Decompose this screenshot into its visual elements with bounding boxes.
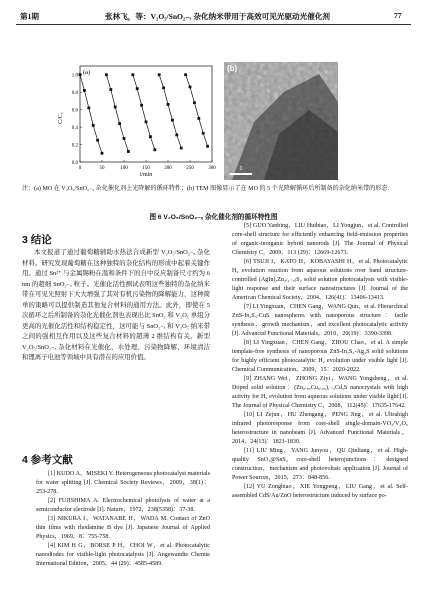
- y-axis-label: C/C₀: [58, 112, 64, 124]
- cycle-3-point: [149, 135, 152, 138]
- header-title: 张林飞，等：V₂O₅/SnO₂₋ₓ 杂化纳米带用于高效可见光驱动光催化剂: [105, 12, 331, 21]
- cycle-2-point: [127, 150, 130, 153]
- x-tick-label: 100: [120, 166, 128, 171]
- figure-6b-tem-image: [224, 62, 338, 180]
- cycle-4-point: [175, 134, 178, 137]
- reference-item: [5] GUO Yanbing，LIU Huibiao，LI Yongjun，et al. Controlled core-shell structure for efficiently enhancing field-emission properties of organic-inorganic hybrid nanorods [J]. The Journal of Physical Chemistry C，2009，113 (29)：12669-12673.: [232, 223, 408, 256]
- cycle-3-point: [131, 73, 134, 76]
- cycle-1-point: [79, 73, 82, 76]
- y-tick-label: 0.2: [71, 143, 78, 149]
- y-tick-label: 0.6: [71, 108, 78, 114]
- cycle-4-point: [167, 103, 170, 106]
- cycle-3-point: [153, 148, 156, 151]
- reference-item: [4] KIM H G，BORSE P H，CHOI W，et al. Photocatalytic nanodiodes for visible-light photocatalysis [J]. Angewandte Chemie International Edition，2005，44 (29)：4585-4589.: [36, 543, 210, 567]
- cycle-4-point: [171, 119, 174, 122]
- x-tick-labels: [79, 160, 217, 171]
- running-header: [0, 0, 427, 22]
- reference-item: [1] KUDO A，MISEKI Y. Heterogeneous photocatalyst materials for water splitting [J]. Chemical Society Reviews，2009，38(1)：253-278.: [36, 471, 210, 495]
- conclusion-paragraph: 本文报道了通过葡萄糖辅助水热法合成新型 V₂O₅/SnO₂₋ₓ 杂化材料。研究发现葡萄糖在这种独特的杂化结构的形成中起着关键作用。通过 Sn²⁺ 与金属锡粉在温和条件下的自中反应制备尺寸约为 6 nm 的超细 SnO₂₋ₓ 粒子。光催化活性测试表明这些独特的杂化纳米带在可见光照射下大大增强了其对有机污染物的降解能力，这种简单的策略可以提供制造其他复合材料的通用方法。此外，即使在 5 次循环之后所制备的杂化光催化剂也表现出比 SnO₂ 和 V₂O₅ 单组分更高的光催化活性和结构稳定性，这可能与 SnO₂₋ₓ 和 V₂O₅ 纳米带之间的强相互作用以及这些复合材料的超薄 2 维结构有关。新型 V₂O₅/SnO₂₋ₓ 杂化材料在光催化、水处理、污染物降解、环境清洁和锂离子电池等领域中具有潜在的应用价值。: [22, 249, 210, 361]
- reference-item: [9] ZHANG Wei，ZHONG Ziyi，WANG Yongsheng，et al. Doped solid solution：(Zn₀.₉₅Cu₀.₀₅)₁₋ₓCdₓS nanocrystals with high activity for H₂ evolution from aqueous solutions under visible light [J]. The Journal of Physical Chemistry C，2008，112(45)：17635-17642.: [232, 376, 408, 409]
- figure-6a-plot: [56, 60, 218, 178]
- x-tick-label: 50: [99, 166, 105, 171]
- scale-bar-label: 1: [239, 166, 243, 172]
- cycle-2-point: [123, 137, 126, 140]
- cycle-4-point: [158, 73, 161, 76]
- reference-item: [12] YU Zongbiao，XIE Yongpeng，LIU Gang，et al. Self-assembled CdS/Au/ZnO heterostructure induced by surface po-: [232, 484, 408, 499]
- y-tick-label: 0.0: [71, 161, 78, 166]
- cycle-4-point: [180, 147, 183, 150]
- cycle-2-point: [114, 106, 117, 109]
- conclusion-body: [22, 248, 210, 364]
- x-tick-label: 250: [186, 166, 194, 171]
- tem-texture: [224, 62, 338, 180]
- panel-a-label: (a): [83, 69, 91, 76]
- reference-item: [6] TSUJI I，KATO H，KOBAYASHI H，et al. Photocatalytic H₂ evolution reaction from aqueous solutions over band structure-controlled (AgIn)ₓZn₂₍₁₋ₓ₎S₂ solid solution photocatalysts with visible-light response and their surface nanostructures [J]. Journal of the American Chemical Society，2004，126(41)：13406-13413.: [232, 259, 408, 301]
- cycle-2-line: [106, 75, 128, 152]
- cycle-series-group: [79, 73, 209, 154]
- y-tick-label: 0.8: [71, 91, 78, 97]
- header-rule: [16, 24, 411, 25]
- cycle-4-line: [159, 75, 181, 148]
- cycle-5-point: [202, 132, 205, 135]
- page-number: 77: [394, 11, 402, 20]
- section-4-title: 4 参考文献: [22, 454, 73, 466]
- cycle-5-point: [189, 86, 192, 89]
- references-left: [22, 470, 210, 569]
- cycle-2-point: [118, 122, 121, 125]
- cycle-3-line: [133, 75, 155, 150]
- cycle-4-point: [162, 86, 165, 89]
- x-tick-label: 300: [208, 166, 216, 171]
- cycle-5-point: [193, 101, 196, 104]
- cycle-3-point: [145, 120, 148, 123]
- cycle-5-point: [206, 145, 209, 148]
- cycle-2-point: [109, 88, 112, 91]
- reference-item: [8] LI Yingxuan，CHEN Gang，ZHOU Chao，et al. A simple template-free synthesis of nanoporous ZnS-In₂S₃-Ag₂S solid solutions for highly efficient photocatalytic H₂ evolution under visible light [J]. Chemical Communication，2009，15：2020-2022.: [232, 340, 408, 373]
- cycle-1-point: [96, 139, 99, 142]
- x-tick-label: 200: [164, 166, 172, 171]
- section-3-title: 3 结论: [22, 234, 52, 246]
- x-tick-label: 150: [142, 166, 150, 171]
- reference-item: [3] NIKURA I，WATANABE H，WADA M. Contact of ZnO thin films with rhodamine B dye [J]. Japanese Journal of Applied Physics，1969，8：755-758.: [36, 516, 210, 540]
- reference-item: [10] LI Zejun，HU Zhengang，PENG Jing，et al. Ultrahigh infrared photoresponse from core-shell single-domain-VO₂/V₂O₅ heterostructure in nanobeam [J]. Advanced Functional Materials，2014，24(13)：1821-1830.: [232, 412, 408, 445]
- reference-item: [7] LI Yingxuan，CHEN Gang，WANG Qun，et al. Hierarchical ZnS-In₂S₃-CuS nanospheres with nanoporous structure：facile synthesis，growth mechanism，and excellent photocatalytic activity [J]. Advanced Functional Materials，2010，20(19)：3390-3398.: [232, 304, 408, 337]
- y-tick-labels: [72, 74, 82, 166]
- cycle-5-point: [184, 73, 187, 76]
- y-tick-label: 0.4: [71, 126, 78, 132]
- cycle-1-point: [92, 124, 95, 127]
- cycle-3-point: [140, 104, 143, 107]
- panel-b-label: (b): [227, 64, 238, 73]
- reference-item: [2] FUJISHIMA A. Electrochemical photolysis of water at a semiconductor electrode [J]. Nature，1972，238(5358)：37-38.: [36, 498, 210, 513]
- x-tick-label: 0: [78, 166, 82, 171]
- reference-item: [11] LIU Ming，YANG Junyou，QU Qinliang，et al. High-quality SnO₂@SnS₂ core-shell heterojunctions：designed construction，mechanism and photovoltaic application [J]. Journal of Power Sources，2015，273：848-856.: [232, 448, 408, 481]
- x-axis-label: t/min: [139, 172, 153, 178]
- figure-title: 图 6 V₂O₅/SnO₂₋ₓ 杂化催化剂的循环特性图: [149, 214, 278, 221]
- cycle-1-point: [101, 152, 104, 155]
- cycle-1-point: [87, 106, 90, 109]
- cycle-5-line: [186, 75, 208, 147]
- cycle-1-point: [83, 89, 86, 92]
- cycle-3-point: [136, 87, 139, 90]
- y-tick-label: 1.0: [71, 73, 78, 79]
- references-right: [218, 222, 408, 501]
- cycle-5-point: [197, 117, 200, 120]
- figure-note: 注：(a) MO 在 V₂O₅/SnO₂₋ₓ 杂化催化剂上光降解的循环特性；(b) TEM 图像显示了在 MO 的 5 个光降解循环后所制备的杂化纳米带的形态.: [22, 186, 389, 192]
- issue-number: 第1期: [20, 12, 39, 21]
- cycle-2-point: [105, 73, 108, 76]
